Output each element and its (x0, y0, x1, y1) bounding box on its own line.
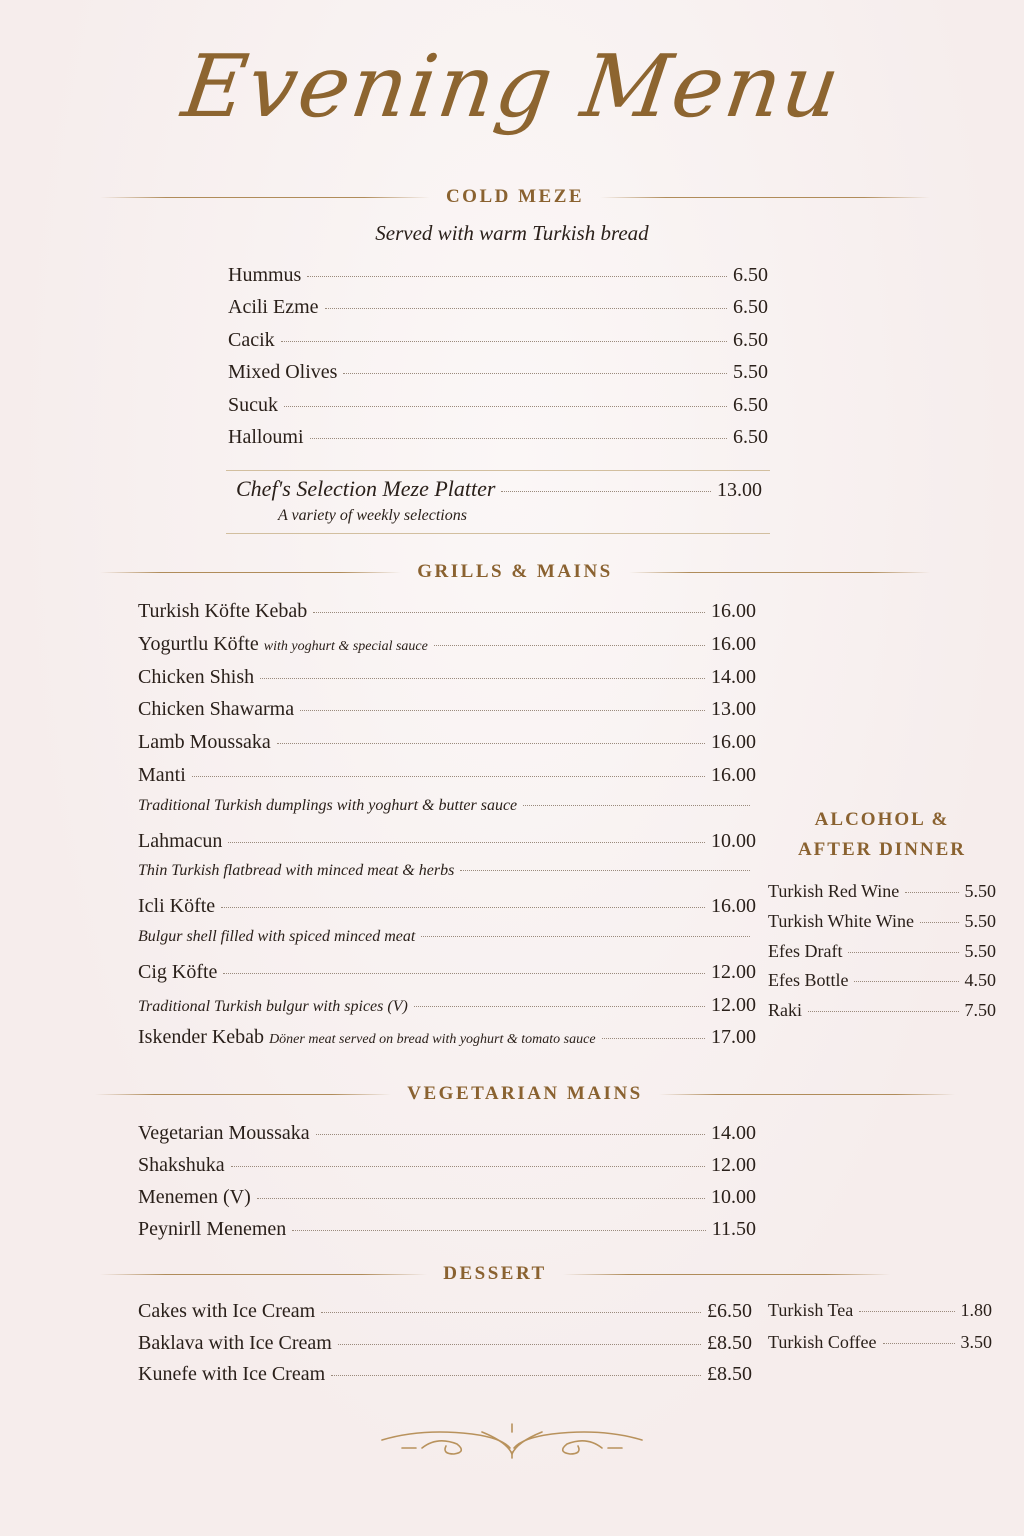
item-name: Efes Draft (768, 940, 843, 961)
item-name: Lahmacun (138, 829, 223, 852)
menu-item (138, 698, 756, 731)
item-name: Lamb Moussaka (138, 731, 271, 754)
dot-leader (859, 1311, 954, 1312)
item-price: 5.50 (733, 361, 768, 384)
divider (659, 1094, 955, 1095)
menu-item (138, 633, 756, 666)
item-price: £8.50 (707, 1331, 752, 1354)
item-price: 12.00 (711, 993, 756, 1016)
dot-leader (260, 678, 705, 679)
menu-item (138, 731, 756, 764)
dot-leader (277, 743, 705, 744)
item-price: 16.00 (711, 895, 756, 918)
dot-leader (523, 805, 750, 806)
item-name: Sucuk (228, 393, 278, 416)
divider (226, 533, 770, 534)
dot-leader (192, 776, 705, 777)
dot-leader (310, 438, 727, 439)
item-name: Bulgur shell filled with spiced minced meat (138, 927, 416, 945)
dot-leader (848, 952, 958, 953)
menu-item (138, 1332, 752, 1364)
section-heading-dessert (100, 1263, 890, 1285)
item-name: Chicken Shawarma (138, 698, 295, 721)
menu-item (768, 970, 996, 1000)
divider (100, 197, 430, 198)
item-price: 7.50 (964, 1000, 996, 1021)
menu-item (138, 666, 756, 699)
item-name: Icli Köfte (138, 895, 216, 918)
section-title: DESSERT (443, 1263, 547, 1284)
item-price: 5.50 (964, 910, 996, 931)
item-name: Turkish White Wine (768, 910, 914, 931)
item-description-row (138, 797, 756, 830)
item-price: 16.00 (711, 632, 756, 655)
item-name: Manti (138, 763, 186, 786)
dot-leader (854, 981, 958, 982)
menu-item (228, 264, 768, 296)
dot-leader (284, 406, 727, 407)
vegetarian-list (138, 1122, 756, 1250)
divider (100, 1274, 427, 1275)
item-name: Cig Köfte (138, 960, 218, 983)
menu-item (138, 600, 756, 633)
item-name: Efes Bottle (768, 970, 849, 991)
section-title: GRILLS & MAINS (417, 561, 613, 582)
section-heading-grills-mains (100, 561, 930, 583)
dot-leader (434, 645, 705, 646)
item-price: 6.50 (733, 264, 768, 286)
menu-item (138, 1186, 756, 1218)
item-price: 12.00 (711, 960, 756, 983)
flourish-ornament-icon (362, 1418, 662, 1462)
menu-item (768, 911, 996, 941)
item-description-row (138, 862, 756, 895)
item-name: Menemen (V) (138, 1186, 251, 1208)
item-name: Vegetarian Moussaka (138, 1122, 310, 1144)
section-title-line: AFTER DINNER (797, 839, 967, 860)
item-name: Traditional Turkish bulgur with spices (V) (138, 997, 408, 1015)
menu-item (768, 881, 996, 911)
item-name: Hummus (228, 264, 302, 286)
dot-leader (501, 491, 711, 492)
menu-item (228, 426, 768, 458)
dot-leader (414, 1006, 705, 1007)
item-name: Traditional Turkish dumplings with yoghurt & butter sauce (138, 796, 518, 814)
menu-item (138, 1300, 752, 1332)
section-title: VEGETARIAN MAINS (407, 1083, 643, 1104)
alcohol-section (768, 805, 996, 1030)
menu-item (138, 1218, 756, 1250)
menu-item (138, 1363, 752, 1395)
dot-leader (421, 936, 750, 937)
menu-item (228, 361, 768, 393)
dot-leader (808, 1011, 959, 1012)
item-name: Turkish Köfte Kebab (138, 600, 308, 622)
item-name: Iskender Kebab (138, 1026, 265, 1049)
menu-item (138, 961, 756, 994)
section-title: COLD MEZE (445, 186, 585, 207)
dot-leader (883, 1343, 955, 1344)
dot-leader (325, 308, 727, 309)
menu-item (138, 1154, 756, 1186)
item-name: Kunefe with Ice Cream (138, 1363, 326, 1385)
item-price: 17.00 (711, 1026, 756, 1049)
item-price: 1.80 (960, 1300, 992, 1320)
item-price: 11.50 (711, 1218, 756, 1240)
item-price: 13.00 (711, 698, 756, 721)
item-name: Thin Turkish flatbread with minced meat & herbs (138, 862, 455, 880)
alcohol-list (768, 881, 996, 1030)
dot-leader (343, 373, 727, 374)
cold-meze-list (228, 264, 768, 458)
dot-leader (228, 842, 705, 843)
section-heading-cold-meze (100, 186, 930, 208)
item-price: 16.00 (711, 763, 756, 786)
grills-list (138, 600, 756, 1059)
dot-leader (905, 892, 958, 893)
dot-leader (920, 922, 959, 923)
item-price: 5.50 (964, 881, 996, 901)
item-price: 6.50 (733, 296, 768, 319)
dot-leader (292, 1230, 705, 1231)
dot-leader (221, 907, 705, 908)
menu-item (228, 296, 768, 328)
menu-item (768, 1332, 992, 1364)
divider (95, 1094, 391, 1095)
divider (563, 1274, 890, 1275)
dot-leader (231, 1166, 705, 1167)
menu-title: Evening Menu (176, 37, 848, 137)
menu-item (768, 1000, 996, 1030)
item-name: Acili Ezme (228, 296, 319, 319)
dot-leader (321, 1312, 701, 1313)
item-name: Cacik (228, 328, 275, 351)
menu-item (768, 941, 996, 971)
dot-leader (300, 710, 705, 711)
dot-leader (307, 276, 727, 277)
item-price: 6.50 (733, 393, 768, 416)
item-name: Yogurtlu Köfte (138, 632, 259, 655)
dot-leader (313, 612, 705, 613)
item-name: Cakes with Ice Cream (138, 1300, 316, 1322)
item-price: 13.00 (717, 479, 762, 501)
menu-item (138, 1026, 756, 1059)
divider (600, 197, 930, 198)
dot-leader (316, 1134, 705, 1135)
dot-leader (338, 1344, 701, 1345)
divider (100, 572, 401, 573)
item-name: Turkish Tea (768, 1300, 854, 1320)
item-name: Baklava with Ice Cream (138, 1331, 332, 1354)
menu-item (228, 329, 768, 361)
dot-leader (281, 341, 727, 342)
item-note: Döner meat served on bread with yoghurt & tomato sauce (269, 1032, 596, 1048)
item-name: Mixed Olives (228, 361, 338, 384)
item-price: 14.00 (711, 665, 756, 688)
item-name: Chicken Shish (138, 665, 255, 688)
dot-leader (223, 973, 705, 974)
menu-item (138, 764, 756, 797)
menu-item (138, 830, 756, 863)
item-name: Turkish Coffee (768, 1331, 877, 1352)
hot-drinks-list (768, 1300, 992, 1363)
item-price: £6.50 (707, 1300, 752, 1322)
menu-item (138, 895, 756, 928)
cold-meze-subtitle: Served with warm Turkish bread (375, 221, 649, 245)
item-price: 16.00 (711, 731, 756, 754)
item-price: £8.50 (707, 1363, 752, 1385)
menu-item (138, 1122, 756, 1154)
dot-leader (460, 870, 750, 871)
section-title (768, 805, 996, 865)
divider (629, 572, 930, 573)
item-name: Halloumi (228, 425, 304, 448)
item-price: 14.00 (711, 1122, 756, 1144)
dot-leader (257, 1198, 705, 1199)
item-name: Turkish Red Wine (768, 881, 900, 901)
item-name: Peynirll Menemen (138, 1218, 287, 1240)
menu-item (228, 394, 768, 426)
item-price: 10.00 (711, 829, 756, 852)
item-description-row (138, 928, 756, 961)
item-price: 12.00 (711, 1154, 756, 1176)
chef-platter-description: A variety of weekly selections (278, 507, 467, 524)
item-description-row (138, 994, 756, 1027)
item-price: 6.50 (733, 328, 768, 351)
dot-leader (331, 1375, 701, 1376)
item-note: with yoghurt & special sauce (263, 638, 428, 654)
item-price: 6.50 (733, 425, 768, 448)
dot-leader (602, 1038, 705, 1039)
dessert-list (138, 1300, 752, 1395)
item-name: Shakshuka (138, 1154, 225, 1176)
chef-platter-item (236, 476, 762, 502)
item-price: 5.50 (964, 940, 996, 961)
item-price: 4.50 (964, 970, 996, 991)
item-price: 16.00 (711, 600, 756, 622)
divider (226, 470, 770, 471)
item-price: 10.00 (711, 1186, 756, 1208)
section-title-line: ALCOHOL & (814, 809, 950, 830)
item-price: 3.50 (960, 1331, 992, 1352)
item-name: Chef's Selection Meze Platter (236, 476, 496, 501)
item-name: Raki (768, 1000, 802, 1021)
section-heading-vegetarian (95, 1083, 955, 1105)
menu-item (768, 1300, 992, 1332)
